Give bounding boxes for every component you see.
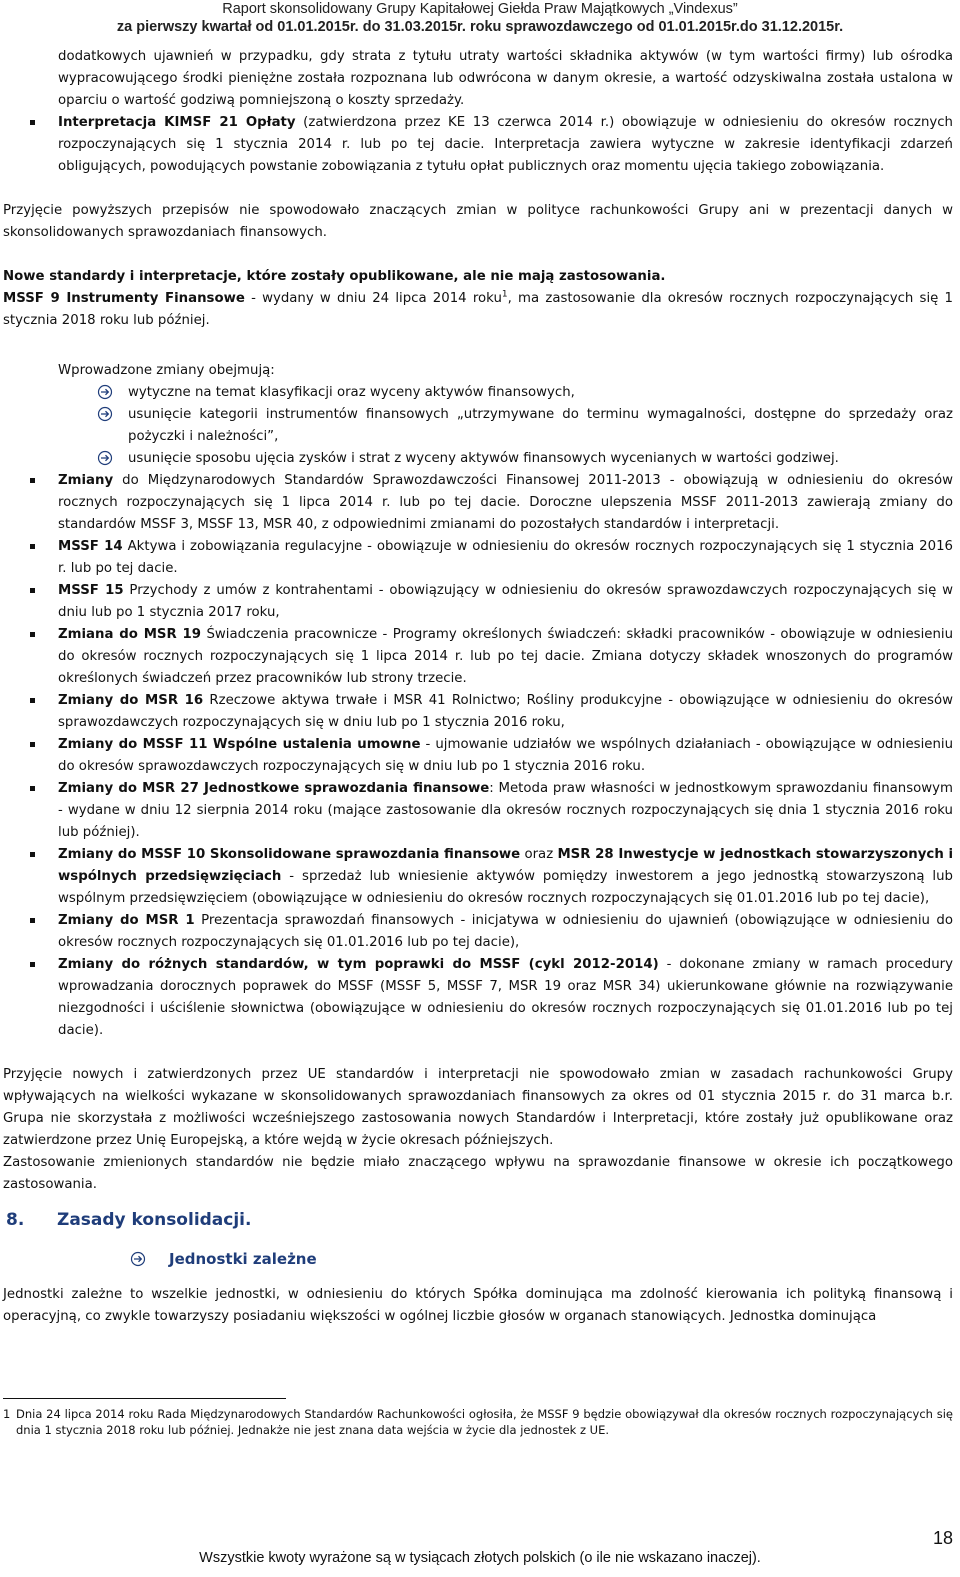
item-bold: Zmiana do MSR 19 [58, 627, 202, 642]
item-bold: Zmiany do MSSF 10 Skonsolidowane sprawozdania finansowe [58, 847, 521, 862]
eu-adoption-paragraph: Przyjęcie nowych i zatwierdzonych przez UE standardów i interpretacji nie spowodowało zmian w zasadach rachunkowości Grupy wpływających na wielkości wykazane w skonsolidowanych sprawozdaniach finansowych za okres od 01 stycznia 2015 r. do 31 marca b.r. Grupa nie skorzystała z możliwości wcześniejszego zastosowania nowych Standardów i Interpretacji, które zostały już opublikowane oraz zatwierdzone przez Unię Europejską, a które wejdą w życie okresach późniejszych. [3, 1067, 953, 1148]
item-text: Świadczenia pracownicze - Programy określonych świadczeń: składki pracowników - obowiązuje w odniesieniu do okresów rocznych rozpoczynających się 1 lipca 2014 r. lub po tej dacie. Zmiana dotyczy składek wnoszonych do programów określonych świadczeń przez pracowników lub strony trzecie. [58, 627, 954, 686]
mssf9-paragraph [3, 288, 953, 332]
square-bullet-icon [30, 742, 35, 747]
square-bullet-icon [30, 632, 35, 637]
footnote-divider [3, 1398, 286, 1399]
square-bullet-icon [30, 698, 35, 703]
square-bullet-icon [30, 852, 35, 857]
list-item [3, 910, 953, 954]
section-number: 8. [6, 1210, 25, 1230]
subsidiaries-paragraph: Jednostki zależne to wszelkie jednostki, w odniesieniu do których Spółka dominująca ma zdolność kierowania ich polityką finansową i operacyjną, co zwykle towarzyszy posiadaniu większości w ogólnej liczbie głosów w organach stanowiących. Jednostka dominująca [3, 1287, 953, 1324]
list-item [3, 690, 953, 734]
mssf9-text-1: - wydany w dniu 24 lipca 2014 roku [244, 291, 502, 306]
document-body [3, 46, 953, 1328]
item-bold: Zmiany do MSR 16 [58, 693, 204, 708]
square-bullet-icon [30, 588, 35, 593]
item-text: : Metoda praw własności w jednostkowym sprawozdaniu finansowym - wydane w dniu 12 sierpnia 2014 roku (mające zastosowanie dla okresów rocznych rozpoczynających się dnia 1 stycznia 2016 roku lub później). [58, 781, 953, 840]
item-bold: MSSF 14 [58, 539, 123, 554]
mssf9-text-2: , ma zastosowanie dla okresów rocznych rozpoczynających się 1 stycznia 2018 roku lub później. [3, 291, 953, 328]
subsection-title: Jednostki zależne [169, 1250, 317, 1268]
item-text: Prezentacja sprawozdań finansowych - inicjatywa w odniesieniu do ujawnień (obowiązujące w odniesieniu do okresów rocznych rozpoczynających się 01.01.2016 lub po tej dacie), [58, 913, 953, 950]
footnote-text: Dnia 24 lipca 2014 roku Rada Międzynarodowych Standardów Rachunkowości ogłosiła, że MSSF 9 będzie obowiązywał dla okresów rocznych rozpoczynających się dnia 1 stycznia 2018 roku lub później. Jednakże nie jest znana data wejścia w życie dla jednostek z UE. [16, 1407, 953, 1437]
item-bold: Zmiany do MSSF 11 Wspólne ustalenia umowne [58, 737, 421, 752]
section-title: Zasady konsolidacji. [57, 1210, 252, 1230]
item-bold: Zmiany do różnych standardów, w tym poprawki do MSSF (cykl 2012-2014) [58, 957, 659, 972]
arrow-circle-icon [97, 384, 113, 400]
item-text: Rzeczowe aktywa trwałe i MSR 41 Rolnictwo; Rośliny produkcyjne - obowiązujące w odniesieniu do okresów sprawozdawczych rozpoczynających się w dniu lub po 1 stycznia 2016 roku, [58, 693, 953, 730]
page-header [0, 0, 960, 40]
list-item [3, 624, 953, 690]
item-text: - ujmowanie udziałów we wspólnych działaniach - obowiązujące w odniesieniu do okresów sprawozdawczych rozpoczynających się w dniu lub po 1 stycznia 2016 roku. [58, 737, 954, 774]
square-bullet-icon [30, 962, 35, 967]
square-bullet-icon [30, 120, 35, 125]
item-text: oraz [520, 847, 558, 862]
item-bold: Zmiany do MSR 1 [58, 913, 195, 928]
standards-list [3, 470, 953, 1042]
list-item [3, 580, 953, 624]
item-bold: Zmiany [58, 473, 114, 488]
intro-continuation: dodatkowych ujawnień w przypadku, gdy strata z tytułu utraty wartości składnika aktywów (w tym wartości firmy) lub ośrodka wypracowującego środki pieniężne została rozpoznana lub odwrócona w danym okresie, a wartość odzyskiwalna została ustalona w oparciu o wartość godziwą pomniejszoną o koszty sprzedaży. [58, 49, 953, 108]
square-bullet-icon [30, 478, 35, 483]
list-item [3, 778, 953, 844]
kimsf-text: (zatwierdzona przez KE 13 czerwca 2014 r.) obowiązuje w odniesieniu do okresów rocznych rozpoczynających się 1 stycznia 2014 r. lub po tej dacie. Interpretacja zawiera wytyczne w zakresie identyfikacji zdarzeń obligujących, powodujących powstanie zobowiązania z tytułu opłat publicznych oraz momentu ujęcia takiego zobowiązania. [58, 115, 953, 174]
footnote [3, 1406, 953, 1438]
new-standards-heading: Nowe standardy i interpretacje, które zostały opublikowane, ale nie mają zastosowania. [3, 269, 666, 284]
kimsf-title: Interpretacja KIMSF 21 Opłaty [58, 115, 296, 130]
item-text: - dokonane zmiany w ramach procedury wprowadzania dorocznych poprawek do MSSF (MSSF 5, MSSF 7, MSR 19 oraz MSR 34) ukierunkowane głównie na rozwiązywanie niezgodności i uściślenie słownictwa (obowiązujące w odniesieniu do okresów rocznych rozpoczynających się 01.01.2016 lub po tej dacie). [58, 957, 953, 1038]
square-bullet-icon [30, 786, 35, 791]
changes-list [3, 382, 953, 470]
list-item-kimsf [3, 112, 953, 178]
footnote-ref: 1 [501, 289, 508, 300]
item-text: Przychody z umów z kontrahentami - obowiązujący w odniesieniu do okresów sprawozdawczych rozpoczynających się w dniu lub po 1 stycznia 2017 roku, [58, 583, 953, 620]
arrow-circle-icon [97, 406, 113, 422]
section-heading [3, 1208, 953, 1232]
item-bold-2: MSR 28 Inwestycje w jednostkach stowarzyszonych i wspólnych przedsięwzięciach [58, 847, 954, 884]
page-number: 18 [932, 1528, 953, 1548]
list-item [3, 536, 953, 580]
item-bold: Zmiany do MSR 27 Jednostkowe sprawozdania finansowe [58, 781, 490, 796]
changed-standards-paragraph: Zastosowanie zmienionych standardów nie będzie miało znaczącego wpływu na sprawozdanie finansowe w okresie ich początkowego zastosowania. [3, 1155, 953, 1192]
list-item [3, 448, 953, 470]
header-line-2: za pierwszy kwartał od 01.01.2015r. do 31.03.2015r. roku sprawozdawczego od 01.01.2015r.do 31.12.2015r. [116, 19, 844, 35]
item-text: Aktywa i zobowiązania regulacyjne - obowiązuje w odniesieniu do okresów rocznych rozpoczynających się 1 stycznia 2016 r. lub po tej dacie. [58, 539, 953, 576]
change-text: wytyczne na temat klasyfikacji oraz wyceny aktywów finansowych, [128, 385, 575, 400]
list-item [3, 404, 953, 448]
item-text: do Międzynarodowych Standardów Sprawozdawczości Finansowej 2011-2013 - obowiązują w odniesieniu do okresów rocznych rozpoczynających się 1 lipca 2014 r. lub po tej dacie. Doroczne ulepszenia MSSF 2011-2013 zawierają zmiany do standardów MSSF 3, MSSF 13, MSR 40, z odpowiednimi zmianami do pozostałych standardów i interpretacji. [58, 473, 953, 532]
item-bold: MSSF 15 [58, 583, 124, 598]
changes-intro: Wprowadzone zmiany obejmują: [58, 363, 275, 378]
list-item [3, 734, 953, 778]
arrow-circle-icon [130, 1251, 146, 1267]
list-item [3, 470, 953, 536]
kimsf-list [3, 112, 953, 178]
list-item [3, 844, 953, 910]
list-item [3, 382, 953, 404]
list-item [3, 954, 953, 1042]
adoption-paragraph: Przyjęcie powyższych przepisów nie spowodowało znaczących zmian w polityce rachunkowości Grupy ani w prezentacji danych w skonsolidowanych sprawozdaniach finansowych. [3, 203, 953, 240]
square-bullet-icon [30, 544, 35, 549]
arrow-circle-icon [97, 450, 113, 466]
square-bullet-icon [30, 918, 35, 923]
footnote-number: 1 [3, 1407, 11, 1421]
subsection-heading [3, 1246, 953, 1276]
change-text: usunięcie sposobu ujęcia zysków i strat z wyceny aktywów finansowych wycenianych w wartości godziwej. [128, 451, 839, 466]
header-line-1: Raport skonsolidowany Grupy Kapitałowej Giełda Praw Majątkowych „Vindexus” [222, 1, 738, 17]
item-text-2: - sprzedaż lub wniesienie aktywów pomiędzy inwestorem a jego jednostką stowarzyszoną lub wspólnym przedsięwzięciem (obowiązujące w odniesieniu do okresów rocznych rozpoczynających się 01.01.2016 lub po tej dacie), [58, 869, 953, 906]
change-text: usunięcie kategorii instrumentów finansowych „utrzymywane do terminu wymagalności, dostępne do sprzedaży oraz pożyczki i należności”, [128, 407, 953, 444]
page-footer: Wszystkie kwoty wyrażone są w tysiącach złotych polskich (o ile nie wskazano inaczej). [199, 1550, 761, 1566]
mssf9-title: MSSF 9 Instrumenty Finansowe [3, 291, 245, 306]
